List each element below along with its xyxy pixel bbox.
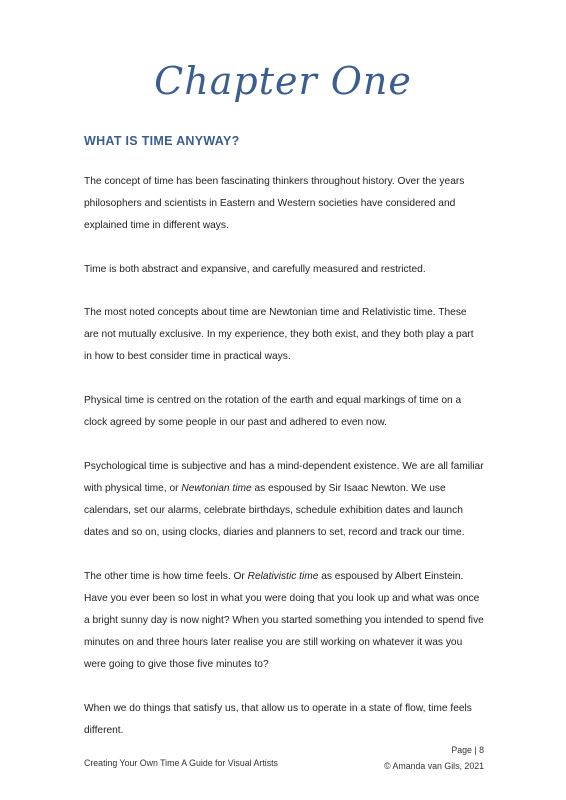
footer-book-title: Creating Your Own Time A Guide for Visual Artists: [84, 758, 278, 768]
paragraph-6: [84, 566, 484, 676]
paragraph-4: Physical time is centred on the rotation of the earth and equal markings of time on a clock agreed by some people in our past and adhered to even now.: [84, 395, 462, 428]
body-text: [84, 171, 484, 763]
copyright-notice: © Amanda van Gils, 2021: [384, 761, 484, 771]
paragraph-3: The most noted concepts about time are Newtonian time and Relativistic time. These are not mutually exclusive. In my experience, they both exist, and they both play a part in how to best consider time in practical ways.: [84, 307, 474, 362]
paragraph-6-emphasis: Relativistic time: [247, 571, 319, 582]
chapter-title: Chapter One: [154, 59, 412, 103]
paragraph-1: The concept of time has been fascinating thinkers throughout history. Over the years philosophers and scientists in Eastern and Western societies have considered and explained time in different ways.: [84, 176, 465, 231]
paragraph-6-text-b: as espoused by Albert Einstein. Have you ever been so lost in what you were doing that you look up and what was once a bright sunny day is now night? When you started something you intended to spend five minutes on and three hours later realise you are still working on whatever it was you were going to give those five minutes to?: [84, 571, 484, 670]
paragraph-5-text-a: Psychological time is subjective and has a mind-dependent existence. We are all familiar with physical time, or: [84, 461, 484, 494]
paragraph-7: When we do things that satisfy us, that allow us to operate in a state of flow, time feels different.: [84, 703, 472, 736]
paragraph-5-emphasis: Newtonian time: [181, 483, 252, 494]
paragraph-5-text-b: as espoused by Sir Isaac Newton. We use calendars, set our alarms, celebrate birthdays, schedule exhibition dates and launch dates and so on, using clocks, diaries and planners to set, record and track our time.: [84, 483, 465, 538]
page-number: Page | 8: [451, 745, 484, 755]
section-heading: WHAT IS TIME ANYWAY?: [84, 134, 240, 148]
paragraph-2: Time is both abstract and expansive, and carefully measured and restricted.: [84, 264, 426, 275]
footer-page-info: [384, 742, 484, 774]
paragraph-5: [84, 456, 484, 544]
paragraph-6-text-a: The other time is how time feels. Or: [84, 571, 248, 582]
